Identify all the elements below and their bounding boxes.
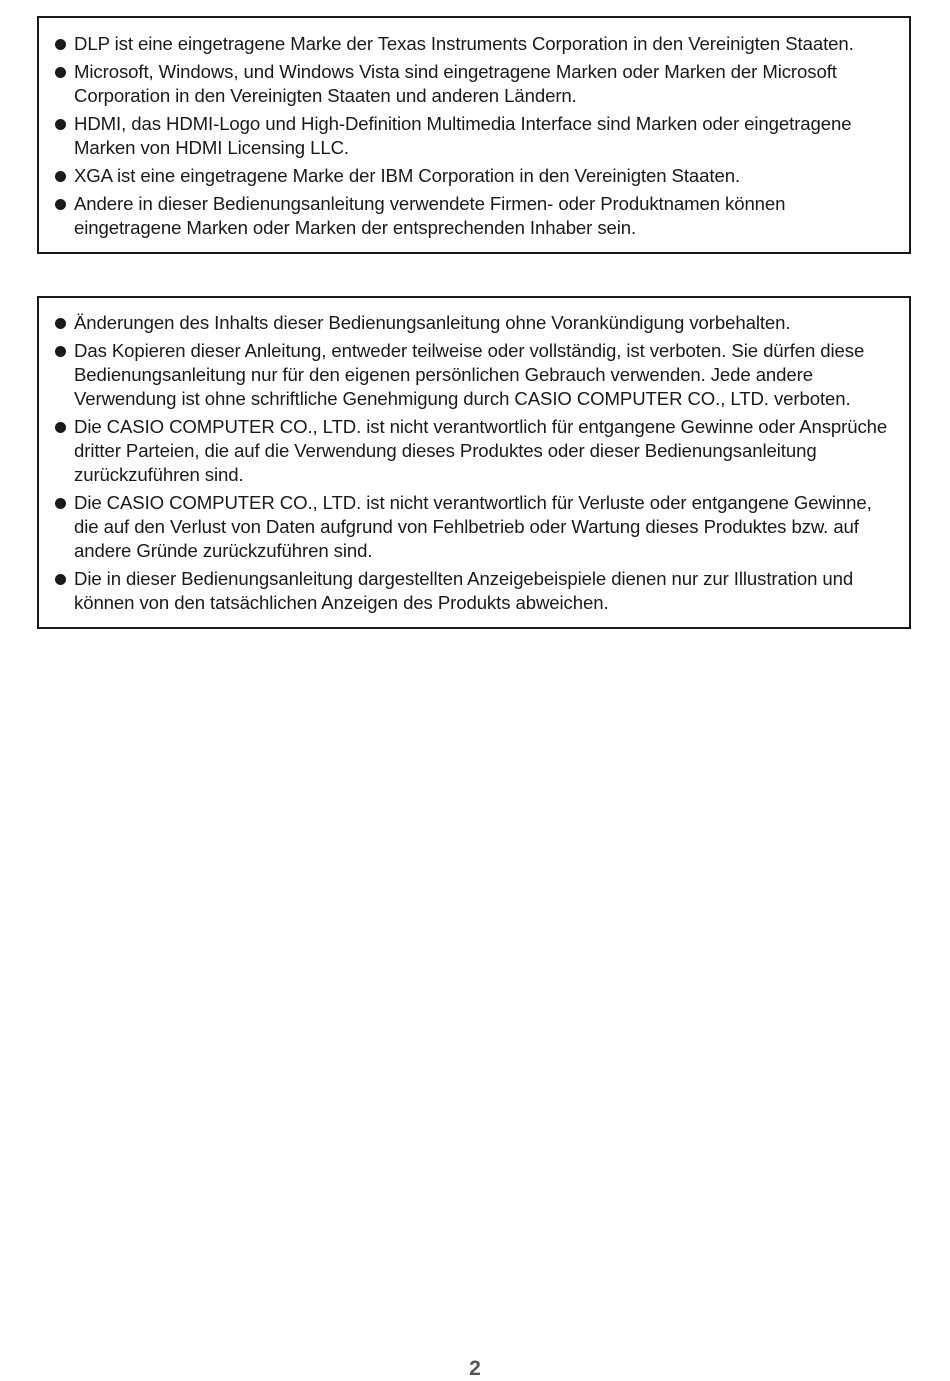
bullet-icon (55, 318, 66, 329)
list-item (53, 415, 893, 487)
bullet-icon (55, 574, 66, 585)
list-item-text: Änderungen des Inhalts dieser Bedienungsanleitung ohne Vorankündigung vorbehalten. (74, 312, 791, 333)
trademarks-box (37, 16, 911, 254)
list-item-text: XGA ist eine eingetragene Marke der IBM Corporation in den Vereinigten Staaten. (74, 165, 741, 186)
list-item-text: Die CASIO COMPUTER CO., LTD. ist nicht verantwortlich für entgangene Gewinne oder Ansprüche dritter Parteien, die auf die Verwendung dieses Produktes oder dieser Bedienungsanleitung zurückzuführen sind. (74, 416, 888, 485)
list-item-text: DLP ist eine eingetragene Marke der Texas Instruments Corporation in den Vereinigten Staaten. (74, 33, 854, 54)
list-item-text: Die in dieser Bedienungsanleitung dargestellten Anzeigebeispiele dienen nur zur Illustration und können von den tatsächlichen Anzeigen des Produkts abweichen. (74, 568, 854, 613)
list-item (53, 339, 893, 411)
bullet-icon (55, 171, 66, 182)
disclaimer-list (53, 311, 893, 615)
trademarks-list (53, 32, 893, 240)
list-item-text: Microsoft, Windows, und Windows Vista sind eingetragene Marken oder Marken der Microsoft Corporation in den Vereinigten Staaten und anderen Ländern. (74, 61, 837, 106)
list-item-text: Die CASIO COMPUTER CO., LTD. ist nicht verantwortlich für Verluste oder entgangene Gewinne, die auf den Verlust von Daten aufgrund von Fehlbetrieb oder Wartung dieses Produktes bzw. auf andere Gründe zurückzuführen sind. (74, 492, 872, 561)
list-item (53, 311, 893, 335)
bullet-icon (55, 346, 66, 357)
list-item (53, 192, 893, 240)
list-item (53, 32, 893, 56)
list-item (53, 164, 893, 188)
list-item-text: Das Kopieren dieser Anleitung, entweder teilweise oder vollständig, ist verboten. Sie dürfen diese Bedienungsanleitung nur für den eigenen persönlichen Gebrauch verwenden. Jede andere Verwendung ist ohne schriftliche Genehmigung durch CASIO COMPUTER CO., LTD. verboten. (74, 340, 865, 409)
disclaimer-box (37, 296, 911, 629)
bullet-icon (55, 199, 66, 210)
list-item-text: HDMI, das HDMI-Logo und High-Definition Multimedia Interface sind Marken oder eingetragene Marken von HDMI Licensing LLC. (74, 113, 852, 158)
list-item-text: Andere in dieser Bedienungsanleitung verwendete Firmen- oder Produktnamen können eingetragene Marken oder Marken der entsprechenden Inhaber sein. (74, 193, 786, 238)
list-item (53, 567, 893, 615)
list-item (53, 112, 893, 160)
bullet-icon (55, 422, 66, 433)
bullet-icon (55, 119, 66, 130)
list-item (53, 491, 893, 563)
bullet-icon (55, 39, 66, 50)
bullet-icon (55, 498, 66, 509)
bullet-icon (55, 67, 66, 78)
page-number: 2 (469, 1357, 481, 1380)
list-item (53, 60, 893, 108)
